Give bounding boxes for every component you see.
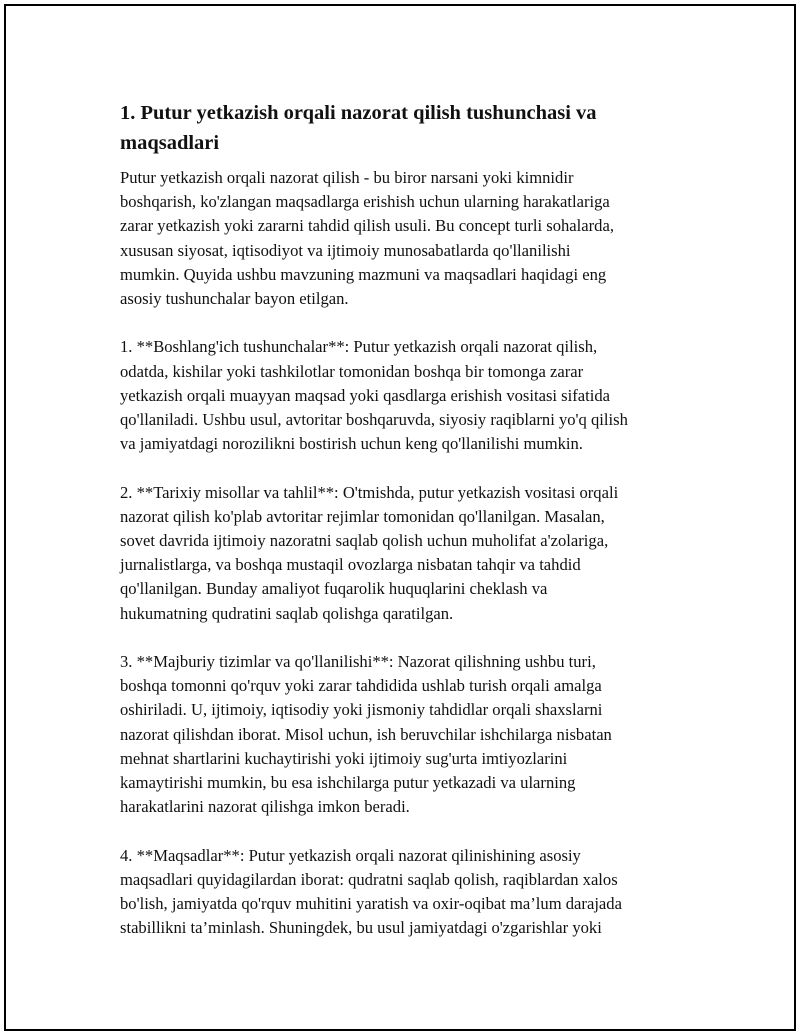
text-line: boshqarish, ko'zlangan maqsadlarga erishish uchun ularning harakatlariga [120,192,610,212]
text-line: kamaytirishi mumkin, bu esa ishchilarga putur yetkazadi va ularning [120,773,576,793]
intro-paragraph [120,166,700,311]
text-line: asosiy tushunchalar bayon etilgan. [120,289,349,309]
title-line: maqsadlari [120,132,220,154]
text-line: 2. **Tarixiy misollar va tahlil**: O'tmishda, putur yetkazish vositasi orqali [120,482,619,502]
text-line: va jamiyatdagi norozilikni bostirish uchun keng qo'llanilishi mumkin. [120,434,583,454]
title-line: 1. Putur yetkazish orqali nazorat qilish tushunchasi va [120,102,597,124]
text-line: Putur yetkazish orqali nazorat qilish - bu biror narsani yoki kimnidir [120,168,574,187]
text-line: qo'llaniladi. Ushbu usul, avtoritar boshqaruvda, siyosiy raqiblarni yo'q qilish [120,410,628,430]
text-line: 4. **Maqsadlar**: Putur yetkazish orqali nazorat qilinishining asosiy [120,845,581,865]
text-line: oshiriladi. U, ijtimoiy, iqtisodiy yoki jismoniy tahdidlar orqali shaxslarni [120,700,603,720]
text-line: hukumatning qudratini saqlab qolishga qaratilgan. [120,603,454,623]
text-line: bo'lish, jamiyatda qo'rquv muhitini yaratish va oxir-oqibat ma’lum darajada [120,894,622,914]
text-line: nazorat qilish ko'plab avtoritar rejimlar tomonidan qo'llanilgan. Masalan, [120,506,605,526]
document-title [120,98,700,158]
text-line: boshqa tomonni qo'rquv yoki zarar tahdidida ushlab turish orqali amalga [120,676,602,696]
text-line: harakatlarini nazorat qilishga imkon beradi. [120,797,410,817]
point-4-paragraph [120,844,700,941]
text-line: sovet davrida ijtimoiy nazoratni saqlab qolish uchun muholifat a'zolariga, [120,531,609,551]
text-line: zarar yetkazish yoki zararni tahdid qilish usuli. Bu concept turli sohalarda, [120,216,614,236]
text-line: 1. **Boshlang'ich tushunchalar**: Putur yetkazish orqali nazorat qilish, [120,337,598,357]
point-1-paragraph [120,335,700,456]
text-line: 3. **Majburiy tizimlar va qo'llanilishi**: Nazorat qilishning ushbu turi, [120,652,596,672]
text-line: maqsadlari quyidagilardan iborat: qudratni saqlab qolish, raqiblardan xalos [120,869,618,889]
text-line: qo'llanilgan. Bunday amaliyot fuqarolik huquqlarini cheklash va [120,579,548,599]
text-line: nazorat qilishdan iborat. Misol uchun, ish beruvchilar ishchilarga nisbatan [120,724,612,744]
text-line: xususan siyosat, iqtisodiyot va ijtimoiy munosabatlarda qo'llanilishi [120,240,571,260]
text-line: yetkazish orqali muayyan maqsad yoki qasdlarga erishish vositasi sifatida [120,385,611,405]
text-line: mumkin. Quyida ushbu mavzuning mazmuni va maqsadlari haqidagi eng [120,264,607,284]
document-page [4,4,796,1031]
text-line: jurnalistlarga, va boshqa mustaqil ovozlarga nisbatan tahqir va tahdid [120,555,581,575]
document-body [120,98,700,965]
text-line: stabillikni ta’minlash. Shuningdek, bu usul jamiyatdagi o'zgarishlar yoki [120,918,602,938]
text-line: odatda, kishilar yoki tashkilotlar tomonidan boshqa bir tomonga zarar [120,361,584,381]
point-2-paragraph [120,481,700,626]
text-line: mehnat shartlarini kuchaytirishi yoki ijtimoiy sug'urta imtiyozlarini [120,748,568,768]
point-3-paragraph [120,650,700,819]
